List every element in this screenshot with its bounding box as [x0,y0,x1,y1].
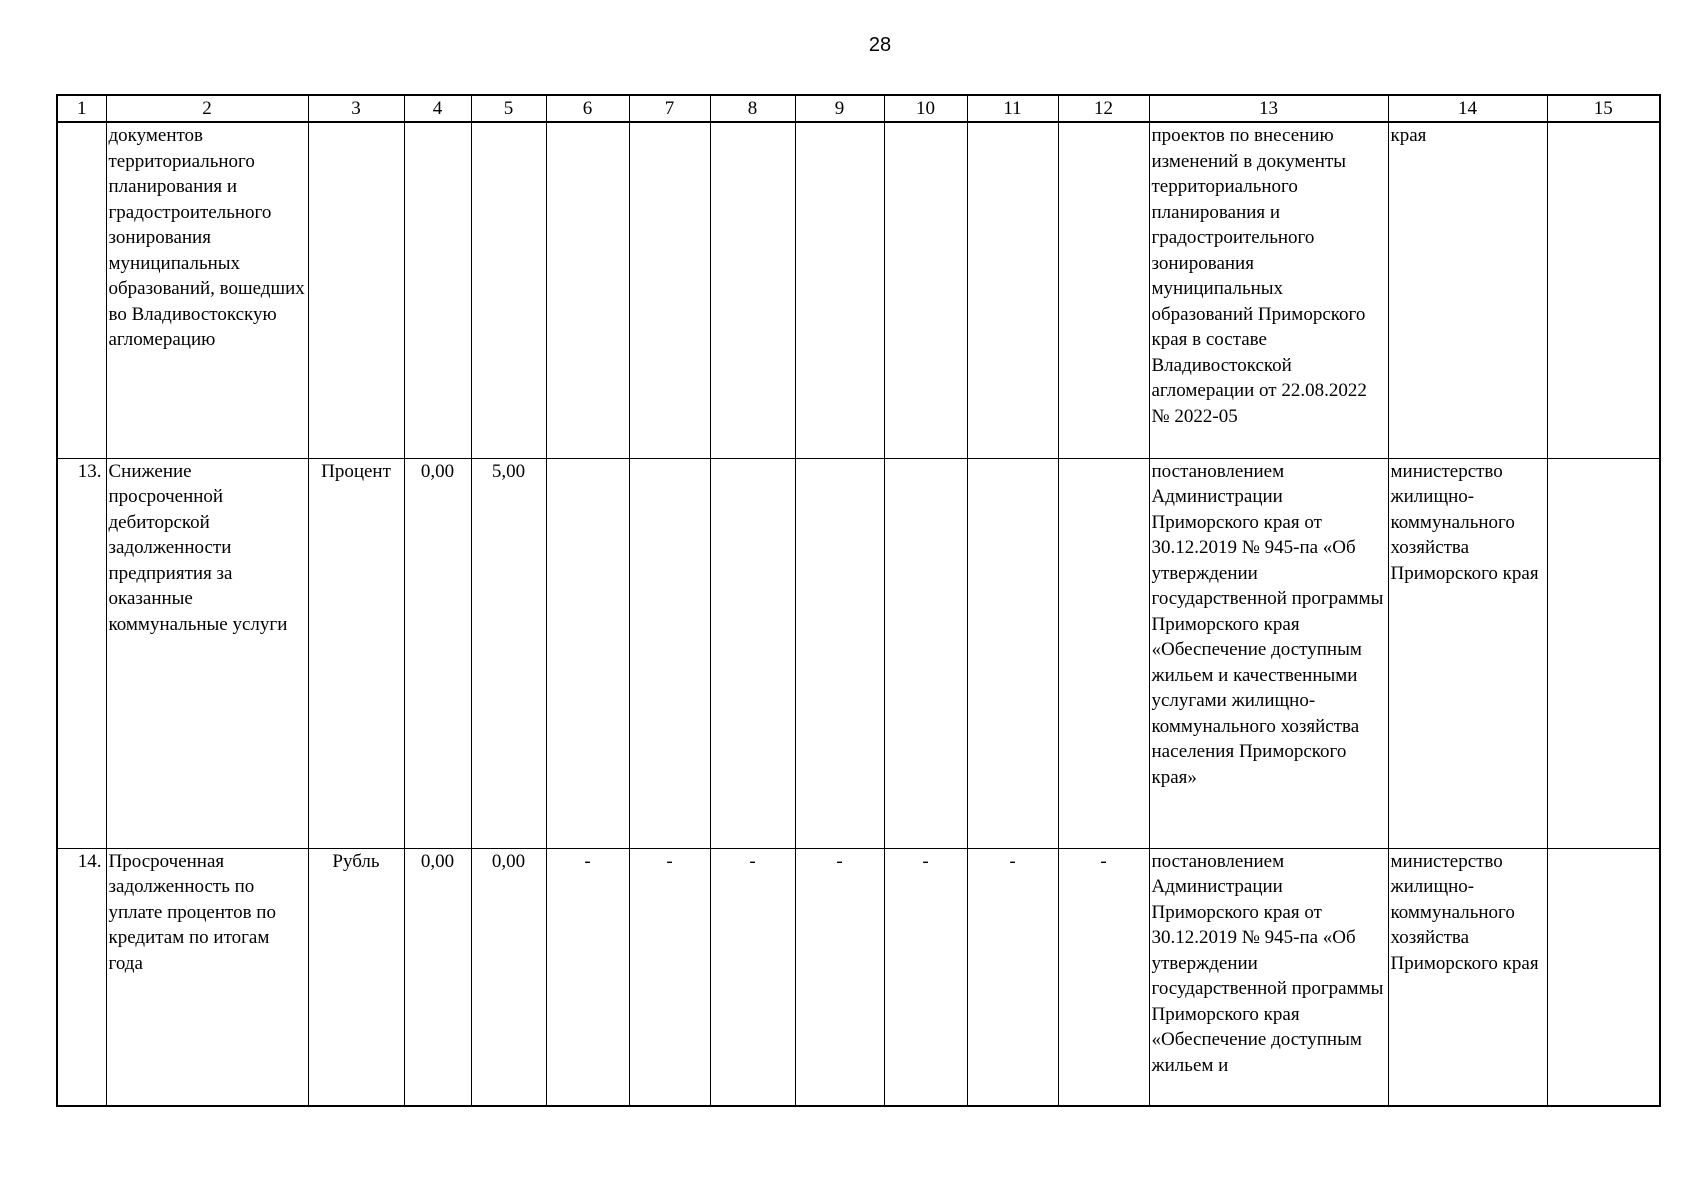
table-row [57,848,1660,1106]
basis-document-cell: проектов по внесению изменений в документы территориального планирования и градостроительного зонирования муниципальных образований Приморского края в составе Владивостокской агломерации от 22.08.2022 № 2022-05 [1149,122,1388,458]
value-cell [884,458,967,848]
header-cell: 5 [471,95,546,122]
header-cell: 8 [710,95,795,122]
header-cell: 3 [308,95,404,122]
header-cell: 1 [57,95,106,122]
value-cell [629,122,710,458]
value-cell: - [710,848,795,1106]
row-number-cell: 13. [57,458,106,848]
value-cell [967,458,1058,848]
indicator-name-cell: Просроченная задолженность по уплате процентов по кредитам по итогам года [106,848,308,1106]
value-cell [546,458,629,848]
indicator-name-cell: Снижение просроченной дебиторской задолженности предприятия за оказанные коммунальные услуги [106,458,308,848]
value-cell [710,122,795,458]
header-cell: 2 [106,95,308,122]
basis-document-cell: постановлением Администрации Приморского края от 30.12.2019 № 945-па «Об утверждении государственной программы Приморского края «Обеспечение доступным жильем и качественными услугами жилищно-коммунального хозяйства населения Приморского края» [1149,458,1388,848]
unit-cell: Процент [308,458,404,848]
value-cell: 0,00 [471,848,546,1106]
table-row [57,122,1660,458]
column-number-header-row [57,95,1660,122]
header-cell: 12 [1058,95,1149,122]
value-cell: - [629,848,710,1106]
basis-document-cell: постановлением Администрации Приморского края от 30.12.2019 № 945-па «Об утверждении государственной программы Приморского края «Обеспечение доступным жильем и [1149,848,1388,1106]
value-cell [795,122,884,458]
row-number-cell: 14. [57,848,106,1106]
responsible-body-cell: края [1388,122,1547,458]
value-cell: 5,00 [471,458,546,848]
value-cell: - [884,848,967,1106]
value-cell [546,122,629,458]
header-cell: 11 [967,95,1058,122]
header-cell: 9 [795,95,884,122]
header-cell: 7 [629,95,710,122]
indicator-name-cell: документов территориального планирования и градостроительного зонирования муниципальных образований, вошедших во Владивостокскую агломерацию [106,122,308,458]
value-cell: - [1058,848,1149,1106]
value-cell: - [546,848,629,1106]
value-cell [404,122,471,458]
header-cell: 13 [1149,95,1388,122]
value-cell: 0,00 [404,848,471,1106]
responsible-body-cell: министерство жилищно-коммунального хозяйства Приморского края [1388,848,1547,1106]
value-cell [471,122,546,458]
value-cell [1058,122,1149,458]
value-cell [710,458,795,848]
value-cell [795,458,884,848]
indicators-table [56,94,1661,1107]
value-cell: - [967,848,1058,1106]
table-row [57,458,1660,848]
row-number-cell [57,122,106,458]
header-cell: 15 [1547,95,1660,122]
notes-cell [1547,122,1660,458]
value-cell: 0,00 [404,458,471,848]
header-cell: 10 [884,95,967,122]
value-cell [967,122,1058,458]
header-cell: 6 [546,95,629,122]
notes-cell [1547,848,1660,1106]
unit-cell: Рубль [308,848,404,1106]
header-cell: 14 [1388,95,1547,122]
value-cell [629,458,710,848]
responsible-body-cell: министерство жилищно-коммунального хозяйства Приморского края [1388,458,1547,848]
page-number: 28 [868,34,892,56]
value-cell: - [795,848,884,1106]
notes-cell [1547,458,1660,848]
value-cell [884,122,967,458]
unit-cell [308,122,404,458]
header-cell: 4 [404,95,471,122]
value-cell [1058,458,1149,848]
